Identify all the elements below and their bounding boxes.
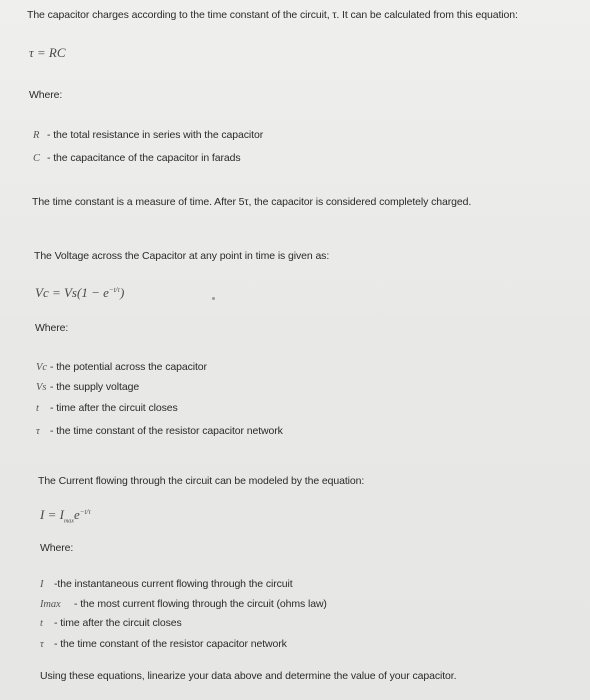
definition-symbol: Vs xyxy=(36,382,47,393)
vc-equation-exponent: −t/τ xyxy=(108,286,120,294)
current-equation-exponent: −t/τ xyxy=(79,508,91,516)
definition-symbol: I xyxy=(40,579,44,590)
definition-symbol: τ xyxy=(36,426,40,437)
definition-text: - the capacitance of the capacitor in farads xyxy=(47,152,241,164)
definition-tau xyxy=(36,425,283,437)
definition-tau2 xyxy=(40,638,287,650)
definition-t2 xyxy=(40,617,182,629)
definition-symbol: C xyxy=(33,153,40,164)
vc-equation-close: ) xyxy=(119,285,125,300)
where-label-3: Where: xyxy=(40,542,74,554)
current-intro: The Current flowing through the circuit can be modeled by the equation: xyxy=(38,475,365,487)
definition-text: - the time constant of the resistor capacitor network xyxy=(50,425,283,437)
intro-text: The capacitor charges according to the time constant of the circuit, τ. It can be calculated from this equation: xyxy=(27,9,518,21)
definition-text: - time after the circuit closes xyxy=(54,617,182,629)
definition-text: - the time constant of the resistor capacitor network xyxy=(54,638,287,650)
definition-vc xyxy=(36,361,207,373)
definition-text: - the most current flowing through the circuit (ohms law) xyxy=(74,598,327,610)
vc-equation-main: Vc = Vs(1 − e xyxy=(35,285,109,300)
definition-text: - the supply voltage xyxy=(50,381,140,393)
definition-text: - time after the circuit closes xyxy=(50,402,178,414)
final-instruction: Using these equations, linearize your data above and determine the value of your capacitor. xyxy=(40,670,457,682)
definition-t xyxy=(36,402,178,414)
tau-equation: τ = RC xyxy=(29,45,66,60)
definition-text: - the total resistance in series with the capacitor xyxy=(47,129,264,141)
definition-imax xyxy=(40,598,327,610)
definition-symbol: τ xyxy=(40,639,44,650)
current-equation-subscript: max xyxy=(63,518,74,525)
definition-vs xyxy=(36,381,139,393)
definition-text: -the instantaneous current flowing through the circuit xyxy=(54,578,293,590)
definition-symbol: R xyxy=(33,130,40,141)
definition-symbol: Vc xyxy=(36,362,47,373)
voltage-intro: The Voltage across the Capacitor at any point in time is given as: xyxy=(34,250,330,262)
vc-equation xyxy=(35,285,124,301)
time-constant-note: The time constant is a measure of time. After 5τ, the capacitor is considered completely charged. xyxy=(32,196,472,208)
current-equation-e: e xyxy=(73,507,80,522)
current-equation-main: I = I xyxy=(40,507,64,522)
speck xyxy=(212,297,215,300)
definition-c xyxy=(33,152,240,164)
current-equation xyxy=(40,507,91,525)
definition-symbol: t xyxy=(40,618,43,629)
where-label-1: Where: xyxy=(29,89,63,101)
definition-i xyxy=(40,578,293,590)
definition-symbol: t xyxy=(36,403,39,414)
definition-symbol: Imax xyxy=(40,599,61,610)
where-label-2: Where: xyxy=(35,322,69,334)
definition-text: - the potential across the capacitor xyxy=(50,361,207,373)
definition-r xyxy=(33,129,263,141)
